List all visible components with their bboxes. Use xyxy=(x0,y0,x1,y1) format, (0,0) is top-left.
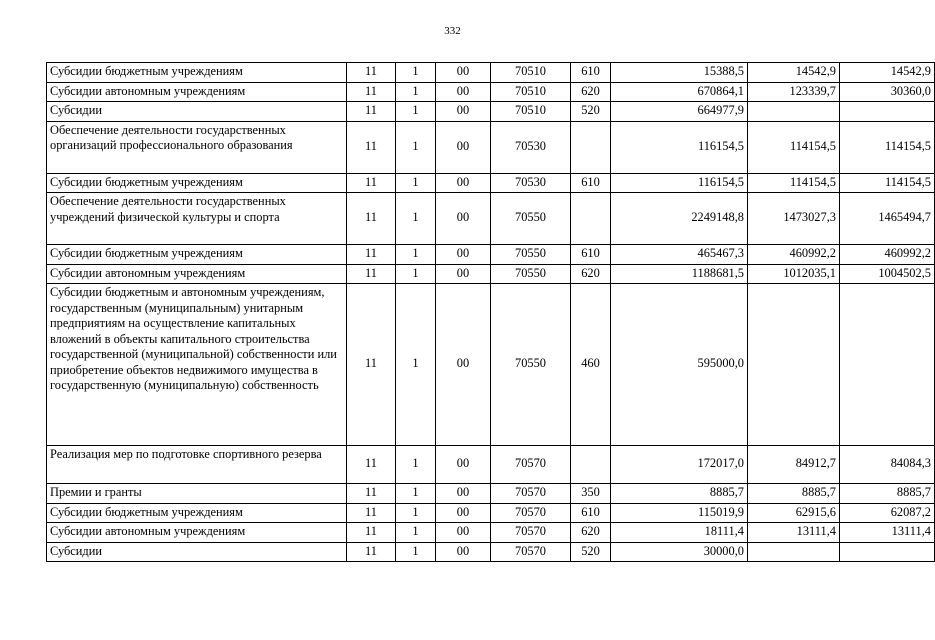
amount-year1-cell: 2249148,8 xyxy=(611,193,748,245)
section-code-cell: 11 xyxy=(347,102,396,122)
amount-year2-cell: 114154,5 xyxy=(748,173,840,193)
section-code-cell: 11 xyxy=(347,542,396,562)
row-name-cell: Субсидии xyxy=(47,542,347,562)
section-code-cell: 11 xyxy=(347,193,396,245)
amount-year1-cell: 465467,3 xyxy=(611,245,748,265)
subsection-code-cell: 1 xyxy=(396,523,436,543)
row-name-cell: Субсидии автономным учреждениям xyxy=(47,264,347,284)
expense-type-cell: 620 xyxy=(571,523,611,543)
table-body xyxy=(47,63,935,562)
program-code-cell: 00 xyxy=(436,446,491,484)
program-code-cell: 00 xyxy=(436,102,491,122)
subsection-code-cell: 1 xyxy=(396,193,436,245)
program-code-cell: 00 xyxy=(436,173,491,193)
amount-year1-cell: 1188681,5 xyxy=(611,264,748,284)
expense-type-cell: 620 xyxy=(571,82,611,102)
table-row xyxy=(47,245,935,265)
amount-year1-cell: 670864,1 xyxy=(611,82,748,102)
amount-year1-cell: 172017,0 xyxy=(611,446,748,484)
row-name-cell: Обеспечение деятельности государственных организаций профессионального образования xyxy=(47,121,347,173)
budget-table xyxy=(46,62,935,562)
program-code-cell: 00 xyxy=(436,284,491,446)
row-name-cell: Субсидии бюджетным учреждениям xyxy=(47,173,347,193)
amount-year2-cell: 1473027,3 xyxy=(748,193,840,245)
table-row xyxy=(47,173,935,193)
amount-year3-cell: 114154,5 xyxy=(840,173,935,193)
subsection-code-cell: 1 xyxy=(396,264,436,284)
subsection-code-cell: 1 xyxy=(396,102,436,122)
program-code-cell: 00 xyxy=(436,82,491,102)
amount-year3-cell: 30360,0 xyxy=(840,82,935,102)
amount-year3-cell xyxy=(840,542,935,562)
expense-type-cell: 610 xyxy=(571,173,611,193)
section-code-cell: 11 xyxy=(347,264,396,284)
amount-year3-cell: 1465494,7 xyxy=(840,193,935,245)
row-name-cell: Субсидии бюджетным учреждениям xyxy=(47,63,347,83)
program-code-cell: 00 xyxy=(436,484,491,504)
expense-type-cell: 610 xyxy=(571,63,611,83)
program-code-cell: 00 xyxy=(436,193,491,245)
amount-year1-cell: 115019,9 xyxy=(611,503,748,523)
amount-year2-cell: 62915,6 xyxy=(748,503,840,523)
amount-year3-cell: 1004502,5 xyxy=(840,264,935,284)
subsection-code-cell: 1 xyxy=(396,245,436,265)
subsection-code-cell: 1 xyxy=(396,503,436,523)
section-code-cell: 11 xyxy=(347,446,396,484)
amount-year3-cell xyxy=(840,102,935,122)
table-row xyxy=(47,264,935,284)
target-article-cell: 70570 xyxy=(491,542,571,562)
program-code-cell: 00 xyxy=(436,264,491,284)
amount-year1-cell: 18111,4 xyxy=(611,523,748,543)
row-name-cell: Субсидии автономным учреждениям xyxy=(47,523,347,543)
amount-year1-cell: 595000,0 xyxy=(611,284,748,446)
row-name-cell: Субсидии бюджетным учреждениям xyxy=(47,245,347,265)
row-name-cell: Субсидии бюджетным учреждениям xyxy=(47,503,347,523)
section-code-cell: 11 xyxy=(347,503,396,523)
expense-type-cell: 610 xyxy=(571,503,611,523)
row-name-cell: Субсидии xyxy=(47,102,347,122)
amount-year2-cell xyxy=(748,542,840,562)
amount-year3-cell: 84084,3 xyxy=(840,446,935,484)
amount-year3-cell: 8885,7 xyxy=(840,484,935,504)
amount-year3-cell xyxy=(840,284,935,446)
target-article-cell: 70510 xyxy=(491,102,571,122)
target-article-cell: 70510 xyxy=(491,63,571,83)
amount-year1-cell: 8885,7 xyxy=(611,484,748,504)
subsection-code-cell: 1 xyxy=(396,63,436,83)
expense-type-cell: 520 xyxy=(571,542,611,562)
section-code-cell: 11 xyxy=(347,121,396,173)
subsection-code-cell: 1 xyxy=(396,82,436,102)
program-code-cell: 00 xyxy=(436,63,491,83)
amount-year2-cell: 84912,7 xyxy=(748,446,840,484)
target-article-cell: 70550 xyxy=(491,264,571,284)
subsection-code-cell: 1 xyxy=(396,121,436,173)
expense-type-cell xyxy=(571,121,611,173)
amount-year3-cell: 13111,4 xyxy=(840,523,935,543)
target-article-cell: 70530 xyxy=(491,173,571,193)
subsection-code-cell: 1 xyxy=(396,284,436,446)
subsection-code-cell: 1 xyxy=(396,446,436,484)
section-code-cell: 11 xyxy=(347,82,396,102)
section-code-cell: 11 xyxy=(347,63,396,83)
program-code-cell: 00 xyxy=(436,542,491,562)
amount-year2-cell: 14542,9 xyxy=(748,63,840,83)
amount-year3-cell: 62087,2 xyxy=(840,503,935,523)
expense-type-cell: 460 xyxy=(571,284,611,446)
table-row xyxy=(47,82,935,102)
table-row xyxy=(47,121,935,173)
amount-year1-cell: 664977,9 xyxy=(611,102,748,122)
expense-type-cell: 620 xyxy=(571,264,611,284)
table-row xyxy=(47,503,935,523)
amount-year2-cell: 114154,5 xyxy=(748,121,840,173)
amount-year1-cell: 15388,5 xyxy=(611,63,748,83)
row-name-cell: Субсидии бюджетным и автономным учреждениям, государственным (муниципальным) унитарным предприятиям на осуществление капитальных вложений в объекты капитального строительства государственной (муниципальной) собственности или приобретение объектов недвижимого имущества в государственную (муниципальную) собственность xyxy=(47,284,347,446)
row-name-cell: Субсидии автономным учреждениям xyxy=(47,82,347,102)
program-code-cell: 00 xyxy=(436,503,491,523)
table-row xyxy=(47,446,935,484)
table-row xyxy=(47,542,935,562)
amount-year1-cell: 116154,5 xyxy=(611,173,748,193)
table-row xyxy=(47,523,935,543)
expense-type-cell: 350 xyxy=(571,484,611,504)
amount-year2-cell: 1012035,1 xyxy=(748,264,840,284)
table-row xyxy=(47,284,935,446)
target-article-cell: 70570 xyxy=(491,523,571,543)
table-row xyxy=(47,63,935,83)
amount-year1-cell: 30000,0 xyxy=(611,542,748,562)
amount-year3-cell: 14542,9 xyxy=(840,63,935,83)
target-article-cell: 70550 xyxy=(491,245,571,265)
target-article-cell: 70570 xyxy=(491,446,571,484)
amount-year2-cell: 123339,7 xyxy=(748,82,840,102)
subsection-code-cell: 1 xyxy=(396,173,436,193)
program-code-cell: 00 xyxy=(436,121,491,173)
subsection-code-cell: 1 xyxy=(396,542,436,562)
section-code-cell: 11 xyxy=(347,523,396,543)
table-row xyxy=(47,193,935,245)
amount-year2-cell xyxy=(748,102,840,122)
row-name-cell: Обеспечение деятельности государственных учреждений физической культуры и спорта xyxy=(47,193,347,245)
row-name-cell: Премии и гранты xyxy=(47,484,347,504)
expense-type-cell xyxy=(571,193,611,245)
expense-type-cell xyxy=(571,446,611,484)
amount-year1-cell: 116154,5 xyxy=(611,121,748,173)
program-code-cell: 00 xyxy=(436,245,491,265)
section-code-cell: 11 xyxy=(347,245,396,265)
expense-type-cell: 520 xyxy=(571,102,611,122)
subsection-code-cell: 1 xyxy=(396,484,436,504)
target-article-cell: 70570 xyxy=(491,484,571,504)
target-article-cell: 70550 xyxy=(491,193,571,245)
target-article-cell: 70550 xyxy=(491,284,571,446)
amount-year3-cell: 114154,5 xyxy=(840,121,935,173)
amount-year2-cell: 8885,7 xyxy=(748,484,840,504)
program-code-cell: 00 xyxy=(436,523,491,543)
target-article-cell: 70510 xyxy=(491,82,571,102)
amount-year2-cell: 460992,2 xyxy=(748,245,840,265)
expense-type-cell: 610 xyxy=(571,245,611,265)
page-number: 332 xyxy=(444,25,461,37)
row-name-cell: Реализация мер по подготовке спортивного резерва xyxy=(47,446,347,484)
section-code-cell: 11 xyxy=(347,173,396,193)
section-code-cell: 11 xyxy=(347,284,396,446)
target-article-cell: 70570 xyxy=(491,503,571,523)
table-row xyxy=(47,484,935,504)
amount-year2-cell xyxy=(748,284,840,446)
target-article-cell: 70530 xyxy=(491,121,571,173)
amount-year3-cell: 460992,2 xyxy=(840,245,935,265)
section-code-cell: 11 xyxy=(347,484,396,504)
amount-year2-cell: 13111,4 xyxy=(748,523,840,543)
table-row xyxy=(47,102,935,122)
